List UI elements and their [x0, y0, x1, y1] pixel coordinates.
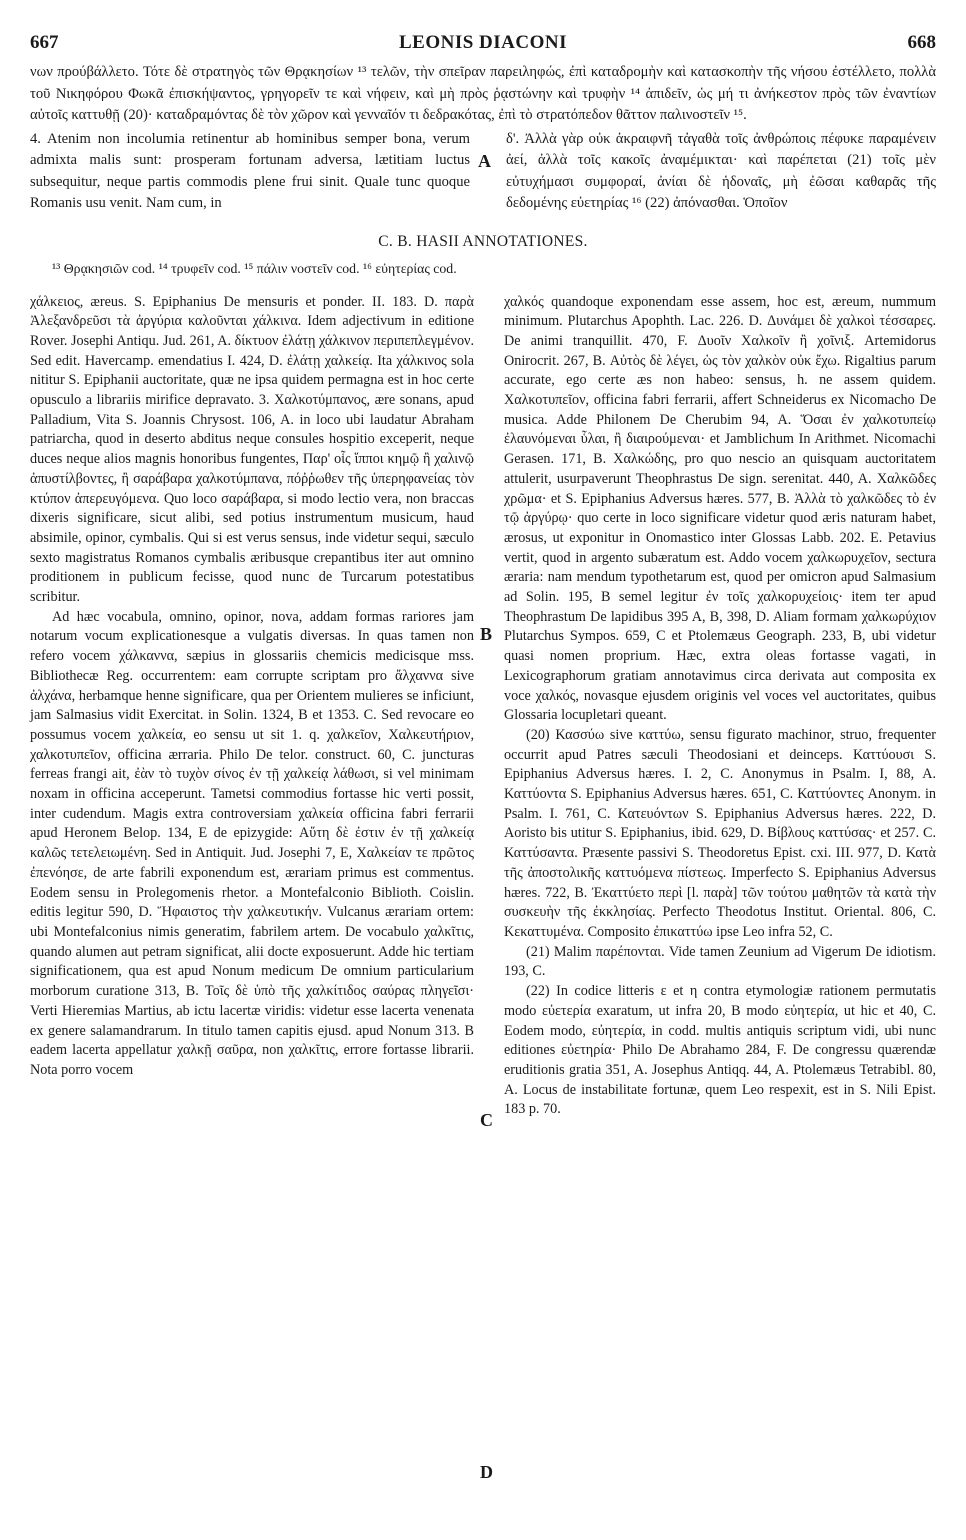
annotations-title: C. B. HASII ANNOTATIONES.	[378, 232, 588, 250]
note-paragraph: Ad hæc vocabula, omnino, opinor, nova, addam formas rariores jam notarum vocum explicationesque a vulgatis diversas. In quas tamen non refero vocem χάλκαννα, sæpius in glossariis chemicis medicisque mss. Bibliothecæ Reg. occurrentem: eam corrupte scriptam pro ἄλχαννα sive ἀλχάνα, herbamque henne significare, qua per Orientem mulieres se inficiunt, jam Salmasius vidit Exercitat. in Solin. 1324, B et 1353. C. Sed revocare eo possumus vocem χαλκεία, eo sensu ut sit 1. q. χαλκεῖον, Χαλκευτήριον, χαλκοτυπεῖον, officina ærraria. Philo De telor. construct. 60, C. juncturas ferreas frangi ait, ἐὰν τὸ τυχὸν σίνος ἐν τῇ χαλκείᾳ λάθωσι, si vel minimam noxam in officina acceperunt. Tametsi commodius fortasse hic verti possit, inter cudendum. Magis extra controversiam χαλκεία officina fabri ferrarii apud Heronem Belop. 134, E de epizygide: Αὕτη δὲ ἐστιν ἐν τῇ χαλκείᾳ καλῶς τετελειωμένη. Sed in Antiquit. Jud. Josephi 7, E, Χαλκείαν τε πρῶτος ἐπενόησε, de arte fabrili exponendum est, ærariam primus est commentus. Eodem sensu in Prolegomenis rhetor. a Montefalconio Biblioth. Coislin. editis legitur 590, D. Ἥφαιστος τὴν χαλκευτικήν. Vulcanus ærariam ortem: ubi Montefalconius nimis generatim, fabrilem artem. De vocabulo χαλκῖτις, quando alumen aut petram significat, alii docte exposuerunt. Adde hic tertiam significationem, qua est apud Nonum medicum De omnium particularium morborum curatione 313, B. Τοῖς δὲ ὑπὸ τῆς χαλκίτιδος σαύρας πληγεῖσι· Verti Hieremias Martius, ab ictu lacertæ viridis: videtur esse lacerta venenata ex genere salamandrarum. In titulo tamen capitis ejusd. apud Nonum 313. B eadem lacerta appellatur χαλκῇ σαῦρα, non χαλκῖτις, errore fortasse librarii. Nota porro vocem	[30, 608, 474, 1078]
page-header	[30, 28, 936, 58]
page-number-right: 668	[907, 32, 936, 53]
greek-column: δ'. Ἀλλὰ γὰρ οὐκ ἀκραιφνῆ τἀγαθὰ τοῖς ἀνθρώποις πέφυκε παραμένειν ἀεί, ἀλλὰ τοῖς κακοῖς ἀναμέμικται· καὶ παρέπεται (21) τοῖς μὲν εὐτυχήμασι συμφοραί, ἀνίαι δὲ ἡδοναῖς, μὴ ἐῶσαι καθαρᾶς τῆς δεδομένης εὐετηρίας ¹⁶ (22) ἀπόνασθαι. Ὁποῖον	[506, 130, 936, 211]
section-marker-b: B	[480, 623, 493, 644]
latin-column: 4. Atenim non incolumia retinentur ab hominibus semper bona, verum admixta malis sunt: prosperam fortunam adversa, lætitiam luctus subsequitur, neque partis commodis plene frui sinit. Quale tunc quoque Romanis usu venit. Nam cum, in	[30, 130, 470, 211]
section-marker-c: C	[480, 1109, 493, 1130]
running-title: LEONIS DIACONI	[398, 32, 567, 53]
note-21: (21) Malim παρέπονται. Vide tamen Zeunium ad Vigerum De idiotism. 193, C.	[504, 943, 936, 980]
notes-right-column	[504, 293, 936, 1121]
greek-paragraph-top: νων προύβάλλετο. Τότε δὲ στρατηγὸς τῶν Θρᾳκησίων ¹³ τελῶν, τὴν σπεῖραν παρειληφώς, ἐπὶ καταδρομὴν καὶ κατασκοπὴν τῆς νήσου ἐστέλλετο, πολλὰ τοῦ Νικηφόρου Φωκᾶ ἐπισκήψαντος, γρηγορεῖν τε καὶ νήφειν, καὶ μὴ πρὸς ῥᾳστώνην καὶ τρυφὴν ¹⁴ ἀπιδεῖν, ὡς μή τι ἀνήκεστον πρὸς τῶν ἐναντίων αὐτοῖς καττυθῇ (20)· καταδραμόντας δὲ τὸν χῶρον καὶ γενναῖόν τι δεδρακότας, ἐπὶ τὸ στρατόπεδον θᾶττον παλινοστεῖν ¹⁵.	[30, 64, 936, 123]
section-marker-d: D	[480, 1461, 493, 1482]
note-paragraph: χαλκός quandoque exponendam esse assem, hoc est, æreum, nummum minimum. Plutarchus Apophth. Lac. 226. D. Δυνάμει δὲ χαλκοὶ τέσσαρες. De animi tranquillit. 470, F. Δυοῖν Χαλκοῖν ἢ χοῖνιξ. Artemidorus Onirocrit. 267, B. Αὐτὸς δὲ λέγει, ὡς τὸν χαλκὸν οὐκ ἔχω. Rigaltius parum accurate, ego certe æs non habeo: sensus, h. ne assem quidem. Χαλκοτυπεῖον, officina fabri ferrarii, affert Schneiderus ex Nicomacho De musica. Adde Philonem De Cherubim 94, A. Ὅσαι ἐν χαλκοτυπείῳ ἐλαυνόμεναι ὗλαι, ἢ διαιρούμεναι· et Jamblichum In Arithmet. Nicomachi Gerasen. 171, B. Χαλκώδης, pro quo nescio an quisquam auctoritatem attulerit, usurpaverunt Theophrastus De sign. serenitat. 440, A. Χαλκῶδες χρῶμα· et S. Epiphanius Adversus hæres. 577, B. Ἀλλὰ τὸ χαλκῶδες τὸ ἐν τῷ ἀργύρῳ· quo certe in loco significare videtur quod æris naturam habet, ærosus, ut exponitur in Onomastico inter Glossas Labb. 202. E. Petavius vertit, quod in argento subæratum est. Addo vocem χαλκωρυχεῖον, sectura æraria: nam mendum typothetarum est, quod per omicron apud Salmasium ad Solin. 195, B semel legitur ἐν τοῖς χαλκορυχείοις· item ter apud Theophrastum De lapidibus 395 A, B, 398, D. Aliam formam χαλκωρύχιον Plutarchus Sympos. 659, C et Ptolemæus Geograph. 233, B, ubi videtur quasi nomen proprium. Hæc, extra oleas fortasse vagati, in Lexicographorum gratiam annotavimus circa derivata aut composita ex voce χαλκός, novasque ejusdem originis vel voces vel auctoritates, quibus Glossaria locupletari queant.	[504, 293, 936, 724]
variant-readings: ¹³ Θρᾳκησιῶν cod. ¹⁴ τρυφεῖν cod. ¹⁵ πάλιν νοστεῖν cod. ¹⁶ εὐητερίας cod.	[52, 260, 457, 276]
annotations-body	[30, 293, 936, 1482]
note-20: (20) Κασσύω sive καττύω, sensu figurato machinor, struo, frequenter occurrit apud Patres sæculi Theodosiani et deinceps. Καττύουσι S. Epiphanius Adversus hæres. I. 2, C. Anonymus in Psalm. I, 88, A. Καττύοντα S. Epiphanius Adversus hæres. 651, C. Καττύοντες Anonym. in Psalm. I. 761, C. Κατευόντων S. Epiphanius Adversus hæres. 222, D. Aoristo bis utitur S. Epiphanius, ibid. 629, D. Βίβλους καττύσας· et 257. C. Καττύσαντα. Præsente passivi S. Theodoretus Epist. cxi. III. 977, D. Κατὰ τῆς ἀποστολικῆς καττυόμενα πίστεως. Imperfecto S. Epiphanius Adversus hæres. 722, B. Ἐκαττύετο περὶ [l. παρὰ] τῶν τούτου μαθητῶν τὰ κατὰ τὴν συσκευὴν τῆς ἐκκλησίας. Perfecto Theodotus Institut. Oriental. 806, C. Κεκαττυμένα. Composito ἐπικαττύω ipse Leo infra 52, C.	[504, 726, 936, 940]
note-paragraph: χάλκειος, æreus. S. Epiphanius De mensuris et ponder. II. 183. D. παρὰ Ἀλεξανδρεῦσι τὰ ἀργύρια καλοῦνται χάλκινα. Idem adjectivum in editione Rover. Josephi Antiqu. Jud. 261, A. δίκτυον ἐλάτῃ χάλκινον περιπεπλεγμένον. Sed edit. Havercamp. emendatius I. 424, D. ἐλάτῃ χαλκείᾳ. Ita χάλκινος sola nititur S. Epiphanii auctoritate, quæ ne ipsa quidem permagna est in hoc certe opusculo a librariis mirifice depravato. 3. Χαλκοτύμπανος, ære sonans, apud Palladium, Vita S. Joannis Chrysost. 106, A. in loco ubi laudatur Abraham patriarcha, quod in deserto abditus neque consules hospitio exceperit, neque duces neque alios magnis honoribus fungentes, Παρ' οἷς ἵπποι κημῷ ἢ χαλινῷ ἀπυστίλβοντες, ἢ σαράβαρα χαλκοτύμπανα, πόῤῥωθεν τῆς ὑπερηφανείας τὸν κτύπον ἀπερευγόμενα. Quo loco σαράβαρα, si modo lectio vera, non braccas dixeris significare, sicut alibi, sed potius instrumentum musicum, haud absimile, opinor, cymbalis. Qui si est verus sensus, inde videtur sequi, sæculo sexto magistratus Romanos cymbalis æribusque crepantibus iter aut omnino proditionem in publicum fecisse, quod nunc de Turcarum potestatibus scribitur.	[30, 293, 474, 606]
bilingual-section	[30, 129, 936, 215]
page	[30, 28, 936, 1482]
notes-left-column	[30, 293, 474, 1121]
page-number-left: 667	[30, 32, 59, 53]
section-marker-a: A	[478, 150, 491, 171]
note-22: (22) In codice litteris ε et η contra etymologiæ rationem permutatis modo εὐετερία exaratum, ut infra 20, B modo εὐητερία, ut hic et 40, C. Eodem modo, εὐητερία, in codd. multis antiquis scriptum vidi, ubi nunc editiones εὐετηρία· Philo De Abrahamo 284, F. De congressu quærendæ eruditionis gratia 351, A. Josephus Antiqq. 44, A. Ptolemæus Tetrabibl. 80, A. Locus de instabilitate fortunæ, quem Leo respexit, est in S. Nili Epist. 183 p. 70.	[504, 983, 936, 1118]
